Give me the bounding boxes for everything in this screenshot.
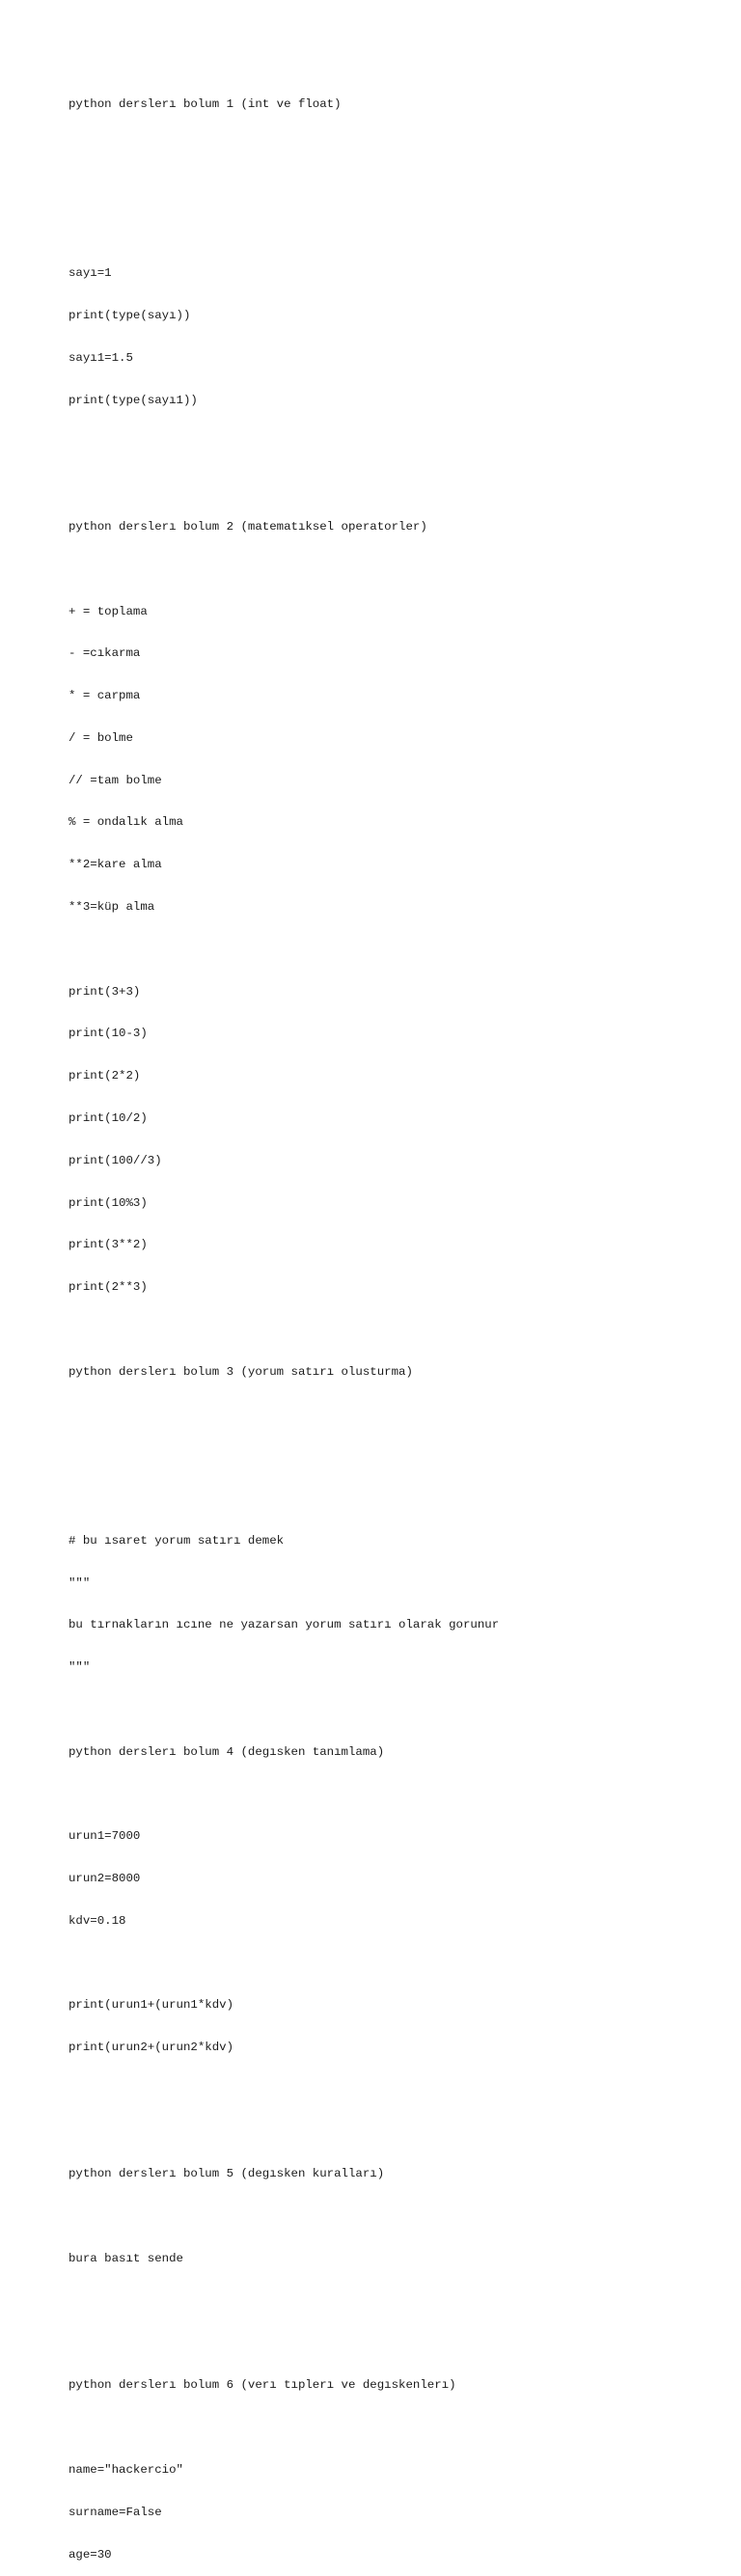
operator-line: * = carpma (69, 689, 141, 703)
code-line: sayı1=1.5 (69, 350, 133, 365)
blank-line (69, 2083, 705, 2097)
blank-line (69, 435, 705, 450)
blank-line (69, 1323, 705, 1337)
heading-lesson-5: python derslerı bolum 5 (degısken kuralları) (69, 2167, 385, 2181)
blank-line (69, 2337, 705, 2351)
operator-line: + = toplama (69, 604, 148, 618)
code-line: print(10%3) (69, 1195, 148, 1210)
operator-line: **2=kare alma (69, 858, 162, 872)
code-line: age=30 (69, 2547, 112, 2562)
blank-line (69, 1787, 705, 1801)
blank-line (69, 1492, 705, 1506)
heading-lesson-4: python derslerı bolum 4 (degısken tanımlama) (69, 1744, 385, 1759)
heading-lesson-2: python derslerı bolum 2 (matematıksel operatorler) (69, 520, 427, 534)
operator-line: // =tam bolme (69, 773, 162, 787)
code-line: print(urun2+(urun2*kdv) (69, 2041, 234, 2055)
blank-line (69, 1957, 705, 1971)
heading-lesson-6: python derslerı bolum 6 (verı tıplerı ve degıskenlerı) (69, 2378, 456, 2393)
code-line: print(10/2) (69, 1110, 148, 1125)
blank-line (69, 2209, 705, 2224)
code-line: surname=False (69, 2505, 162, 2519)
code-line: print(10-3) (69, 1027, 148, 1041)
blank-line (69, 1703, 705, 1717)
code-line: kdv=0.18 (69, 1913, 126, 1928)
comment-line: """ (69, 1576, 91, 1590)
code-line: print(3+3) (69, 984, 141, 999)
document-body (69, 69, 705, 2576)
blank-line (69, 1449, 705, 1464)
code-line: print(urun1+(urun1*kdv) (69, 1998, 234, 2013)
blank-line (69, 562, 705, 577)
blank-line (69, 2125, 705, 2140)
blank-line (69, 478, 705, 492)
code-line: print(3**2) (69, 1238, 148, 1252)
blank-line (69, 2421, 705, 2435)
operator-line: % = ondalık alma (69, 815, 183, 830)
blank-line (69, 2294, 705, 2309)
code-line: urun1=7000 (69, 1829, 141, 1844)
comment-line: # bu ısaret yorum satırı demek (69, 1533, 285, 1548)
code-line: urun2=8000 (69, 1872, 141, 1885)
code-line: sayı=1 (69, 266, 112, 281)
heading-lesson-3: python derslerı bolum 3 (yorum satırı olusturma) (69, 1364, 413, 1379)
code-line: print(100//3) (69, 1153, 162, 1167)
blank-line (69, 140, 705, 154)
operator-line: **3=küp alma (69, 900, 155, 915)
code-line: name="hackercio" (69, 2462, 183, 2477)
comment-line: """ (69, 1660, 91, 1675)
blank-line (69, 225, 705, 239)
blank-line (69, 1407, 705, 1421)
text-line: bura basıt sende (69, 2252, 183, 2266)
heading-lesson-1: python derslerı bolum 1 (int ve float) (69, 97, 342, 112)
code-line: print(2*2) (69, 1069, 141, 1083)
operator-line: - =cıkarma (69, 646, 141, 661)
blank-line (69, 182, 705, 197)
operator-line: / = bolme (69, 730, 133, 745)
code-line: print(2**3) (69, 1280, 148, 1295)
code-line: print(type(sayı)) (69, 309, 191, 323)
comment-line: bu tırnakların ıcıne ne yazarsan yorum satırı olarak gorunur (69, 1618, 500, 1632)
code-line: print(type(sayı1)) (69, 393, 198, 407)
blank-line (69, 943, 705, 957)
